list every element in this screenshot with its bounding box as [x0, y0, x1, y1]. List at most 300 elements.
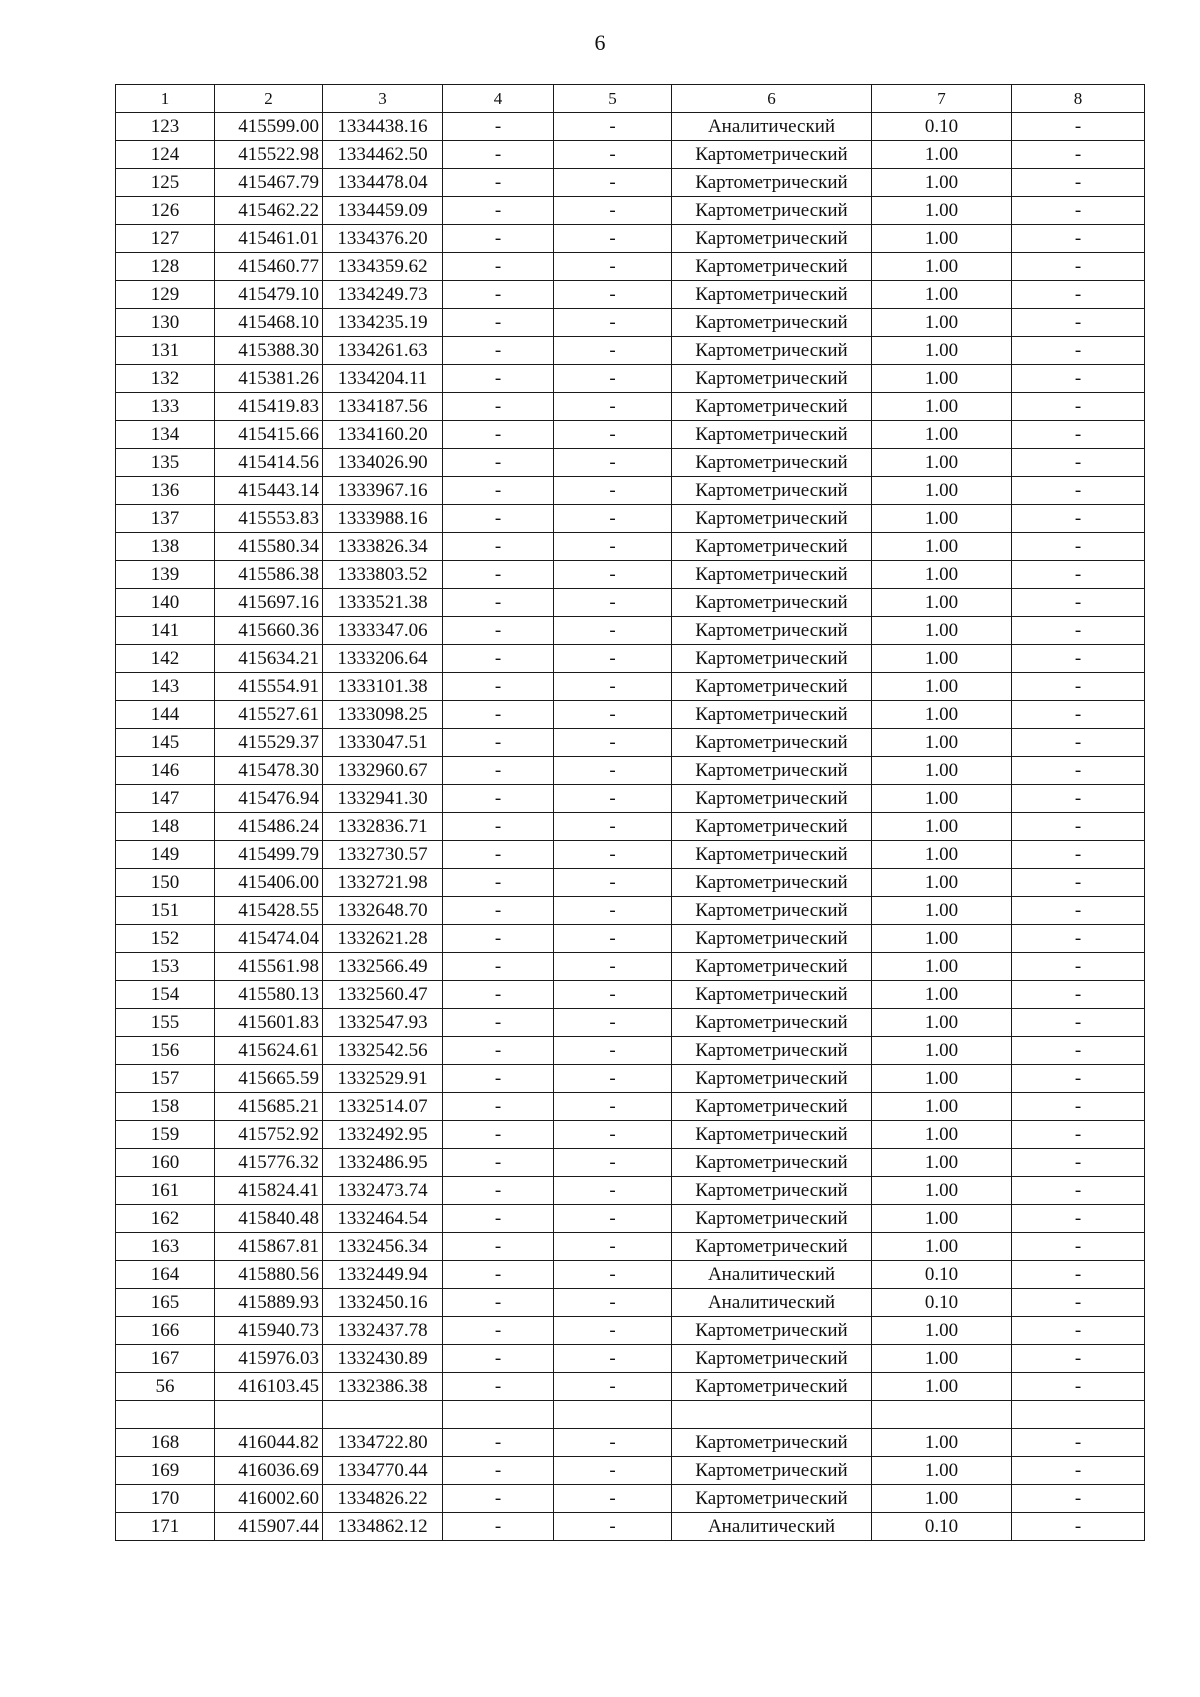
x-coordinate-cell: 415460.77	[215, 253, 323, 281]
method-cell: Картометрический	[672, 393, 872, 421]
table-row	[116, 309, 1145, 337]
table-row	[116, 1261, 1145, 1289]
col8-cell: -	[1012, 561, 1145, 589]
col5-cell: -	[554, 1093, 672, 1121]
accuracy-cell: 1.00	[872, 869, 1012, 897]
col5-cell: -	[554, 1177, 672, 1205]
x-coordinate-cell	[215, 1401, 323, 1429]
point-number-cell: 132	[116, 365, 215, 393]
col4-cell: -	[443, 841, 554, 869]
col5-cell: -	[554, 701, 672, 729]
table-row	[116, 253, 1145, 281]
col4-cell: -	[443, 1121, 554, 1149]
table-row	[116, 645, 1145, 673]
x-coordinate-cell: 415867.81	[215, 1233, 323, 1261]
y-coordinate-cell: 1334770.44	[323, 1457, 443, 1485]
x-coordinate-cell: 415599.00	[215, 113, 323, 141]
table-row	[116, 617, 1145, 645]
x-coordinate-cell: 415685.21	[215, 1093, 323, 1121]
point-number-cell: 136	[116, 477, 215, 505]
accuracy-cell: 1.00	[872, 449, 1012, 477]
col5-cell: -	[554, 1261, 672, 1289]
col5-cell: -	[554, 1317, 672, 1345]
col8-cell: -	[1012, 925, 1145, 953]
table-row	[116, 1037, 1145, 1065]
y-coordinate-cell: 1333988.16	[323, 505, 443, 533]
col8-cell: -	[1012, 1037, 1145, 1065]
col5-cell: -	[554, 141, 672, 169]
accuracy-cell	[872, 1401, 1012, 1429]
x-coordinate-cell: 415880.56	[215, 1261, 323, 1289]
y-coordinate-cell: 1332464.54	[323, 1205, 443, 1233]
col4-cell: -	[443, 337, 554, 365]
y-coordinate-cell: 1333826.34	[323, 533, 443, 561]
point-number-cell: 129	[116, 281, 215, 309]
method-cell: Картометрический	[672, 785, 872, 813]
x-coordinate-cell: 415665.59	[215, 1065, 323, 1093]
x-coordinate-cell: 415580.34	[215, 533, 323, 561]
col4-cell	[443, 1401, 554, 1429]
col5-cell: -	[554, 841, 672, 869]
col5-cell: -	[554, 197, 672, 225]
x-coordinate-cell: 415478.30	[215, 757, 323, 785]
col4-cell: -	[443, 309, 554, 337]
col5-cell: -	[554, 729, 672, 757]
col5-cell: -	[554, 1289, 672, 1317]
col8-cell: -	[1012, 533, 1145, 561]
col4-cell: -	[443, 561, 554, 589]
y-coordinate-cell: 1334722.80	[323, 1429, 443, 1457]
table-row	[116, 1485, 1145, 1513]
col4-cell: -	[443, 1149, 554, 1177]
method-cell: Картометрический	[672, 281, 872, 309]
table-row	[116, 757, 1145, 785]
y-coordinate-cell: 1332941.30	[323, 785, 443, 813]
col4-cell: -	[443, 421, 554, 449]
point-number-cell: 56	[116, 1373, 215, 1401]
method-cell: Картометрический	[672, 1485, 872, 1513]
point-number-cell: 135	[116, 449, 215, 477]
col5-cell: -	[554, 617, 672, 645]
col8-cell: -	[1012, 701, 1145, 729]
accuracy-cell: 1.00	[872, 253, 1012, 281]
y-coordinate-cell: 1334459.09	[323, 197, 443, 225]
point-number-cell: 153	[116, 953, 215, 981]
col4-cell: -	[443, 981, 554, 1009]
accuracy-cell: 1.00	[872, 1373, 1012, 1401]
accuracy-cell: 1.00	[872, 757, 1012, 785]
table-row	[116, 561, 1145, 589]
point-number-cell: 165	[116, 1289, 215, 1317]
method-cell: Картометрический	[672, 1373, 872, 1401]
method-cell: Картометрический	[672, 981, 872, 1009]
header-cell: 2	[215, 85, 323, 113]
accuracy-cell: 1.00	[872, 141, 1012, 169]
point-number-cell: 127	[116, 225, 215, 253]
col8-cell: -	[1012, 1429, 1145, 1457]
col5-cell: -	[554, 1205, 672, 1233]
y-coordinate-cell: 1333347.06	[323, 617, 443, 645]
x-coordinate-cell: 415697.16	[215, 589, 323, 617]
method-cell: Картометрический	[672, 617, 872, 645]
accuracy-cell: 1.00	[872, 225, 1012, 253]
col8-cell: -	[1012, 897, 1145, 925]
method-cell: Картометрический	[672, 225, 872, 253]
col8-cell: -	[1012, 1065, 1145, 1093]
x-coordinate-cell: 415476.94	[215, 785, 323, 813]
col4-cell: -	[443, 505, 554, 533]
col8-cell: -	[1012, 421, 1145, 449]
col8-cell: -	[1012, 673, 1145, 701]
col8-cell: -	[1012, 869, 1145, 897]
x-coordinate-cell: 415499.79	[215, 841, 323, 869]
col5-cell: -	[554, 925, 672, 953]
x-coordinate-cell: 415889.93	[215, 1289, 323, 1317]
col4-cell: -	[443, 113, 554, 141]
table-row	[116, 393, 1145, 421]
point-number-cell: 154	[116, 981, 215, 1009]
method-cell: Картометрический	[672, 1345, 872, 1373]
point-number-cell: 151	[116, 897, 215, 925]
table-row	[116, 1345, 1145, 1373]
y-coordinate-cell: 1332492.95	[323, 1121, 443, 1149]
table-row	[116, 225, 1145, 253]
col4-cell: -	[443, 1345, 554, 1373]
point-number-cell: 155	[116, 1009, 215, 1037]
y-coordinate-cell: 1334376.20	[323, 225, 443, 253]
point-number-cell: 139	[116, 561, 215, 589]
col4-cell: -	[443, 897, 554, 925]
method-cell: Картометрический	[672, 197, 872, 225]
col5-cell: -	[554, 561, 672, 589]
x-coordinate-cell: 415388.30	[215, 337, 323, 365]
page-number: 6	[594, 30, 606, 55]
y-coordinate-cell: 1332386.38	[323, 1373, 443, 1401]
col5-cell: -	[554, 1373, 672, 1401]
y-coordinate-cell: 1333521.38	[323, 589, 443, 617]
x-coordinate-cell: 415940.73	[215, 1317, 323, 1345]
col5-cell: -	[554, 225, 672, 253]
col4-cell: -	[443, 1065, 554, 1093]
y-coordinate-cell: 1334160.20	[323, 421, 443, 449]
point-number-cell: 146	[116, 757, 215, 785]
table-row	[116, 841, 1145, 869]
col4-cell: -	[443, 225, 554, 253]
table-row	[116, 981, 1145, 1009]
point-number-cell: 142	[116, 645, 215, 673]
method-cell: Картометрический	[672, 925, 872, 953]
method-cell: Картометрический	[672, 1429, 872, 1457]
table-row	[116, 953, 1145, 981]
x-coordinate-cell: 415414.56	[215, 449, 323, 477]
table-row	[116, 1289, 1145, 1317]
table-row	[116, 169, 1145, 197]
y-coordinate-cell: 1332621.28	[323, 925, 443, 953]
x-coordinate-cell: 415468.10	[215, 309, 323, 337]
col5-cell: -	[554, 393, 672, 421]
accuracy-cell: 1.00	[872, 1093, 1012, 1121]
x-coordinate-cell: 415660.36	[215, 617, 323, 645]
table-row	[116, 1317, 1145, 1345]
col5-cell: -	[554, 449, 672, 477]
col8-cell: -	[1012, 785, 1145, 813]
method-cell: Картометрический	[672, 421, 872, 449]
method-cell: Картометрический	[672, 953, 872, 981]
y-coordinate-cell: 1332730.57	[323, 841, 443, 869]
point-number-cell: 145	[116, 729, 215, 757]
col4-cell: -	[443, 645, 554, 673]
y-coordinate-cell: 1333047.51	[323, 729, 443, 757]
col4-cell: -	[443, 1485, 554, 1513]
col8-cell: -	[1012, 589, 1145, 617]
method-cell: Картометрический	[672, 253, 872, 281]
col4-cell: -	[443, 729, 554, 757]
col8-cell: -	[1012, 1009, 1145, 1037]
table-row	[116, 925, 1145, 953]
col5-cell: -	[554, 309, 672, 337]
col8-cell: -	[1012, 757, 1145, 785]
table-row	[116, 1205, 1145, 1233]
header-cell: 1	[116, 85, 215, 113]
point-number-cell: 149	[116, 841, 215, 869]
col8-cell: -	[1012, 1149, 1145, 1177]
point-number-cell: 137	[116, 505, 215, 533]
col8-cell: -	[1012, 813, 1145, 841]
col4-cell: -	[443, 1205, 554, 1233]
y-coordinate-cell: 1332529.91	[323, 1065, 443, 1093]
col8-cell: -	[1012, 953, 1145, 981]
method-cell: Картометрический	[672, 477, 872, 505]
method-cell: Картометрический	[672, 869, 872, 897]
col8-cell: -	[1012, 729, 1145, 757]
point-number-cell: 140	[116, 589, 215, 617]
x-coordinate-cell: 415415.66	[215, 421, 323, 449]
method-cell: Картометрический	[672, 589, 872, 617]
method-cell: Картометрический	[672, 841, 872, 869]
x-coordinate-cell: 415553.83	[215, 505, 323, 533]
table-row	[116, 1065, 1145, 1093]
accuracy-cell: 1.00	[872, 981, 1012, 1009]
method-cell: Картометрический	[672, 897, 872, 925]
table-row	[116, 141, 1145, 169]
header-cell: 6	[672, 85, 872, 113]
col8-cell: -	[1012, 1205, 1145, 1233]
point-number-cell: 169	[116, 1457, 215, 1485]
col4-cell: -	[443, 253, 554, 281]
col5-cell: -	[554, 365, 672, 393]
y-coordinate-cell: 1332450.16	[323, 1289, 443, 1317]
col8-cell: -	[1012, 1457, 1145, 1485]
accuracy-cell: 1.00	[872, 617, 1012, 645]
x-coordinate-cell: 415461.01	[215, 225, 323, 253]
method-cell: Аналитический	[672, 1261, 872, 1289]
accuracy-cell: 1.00	[872, 841, 1012, 869]
table-row	[116, 281, 1145, 309]
col4-cell: -	[443, 365, 554, 393]
col4-cell: -	[443, 617, 554, 645]
y-coordinate-cell: 1334204.11	[323, 365, 443, 393]
y-coordinate-cell: 1332430.89	[323, 1345, 443, 1373]
x-coordinate-cell: 415522.98	[215, 141, 323, 169]
col8-cell: -	[1012, 337, 1145, 365]
y-coordinate-cell: 1334359.62	[323, 253, 443, 281]
col8-cell: -	[1012, 1289, 1145, 1317]
col8-cell: -	[1012, 1261, 1145, 1289]
table-body	[116, 85, 1145, 1541]
method-cell: Картометрический	[672, 449, 872, 477]
col5-cell: -	[554, 813, 672, 841]
col5-cell: -	[554, 981, 672, 1009]
y-coordinate-cell: 1333803.52	[323, 561, 443, 589]
accuracy-cell: 1.00	[872, 729, 1012, 757]
method-cell: Картометрический	[672, 729, 872, 757]
col8-cell: -	[1012, 1093, 1145, 1121]
x-coordinate-cell: 415586.38	[215, 561, 323, 589]
point-number-cell: 125	[116, 169, 215, 197]
col8-cell: -	[1012, 113, 1145, 141]
y-coordinate-cell: 1332456.34	[323, 1233, 443, 1261]
col5-cell: -	[554, 533, 672, 561]
y-coordinate-cell: 1332449.94	[323, 1261, 443, 1289]
table-row	[116, 869, 1145, 897]
point-number-cell: 147	[116, 785, 215, 813]
point-number-cell: 138	[116, 533, 215, 561]
accuracy-cell: 1.00	[872, 785, 1012, 813]
col8-cell: -	[1012, 141, 1145, 169]
accuracy-cell: 1.00	[872, 925, 1012, 953]
accuracy-cell: 1.00	[872, 1177, 1012, 1205]
accuracy-cell: 1.00	[872, 1037, 1012, 1065]
method-cell	[672, 1401, 872, 1429]
accuracy-cell: 1.00	[872, 1233, 1012, 1261]
col4-cell: -	[443, 1233, 554, 1261]
col4-cell: -	[443, 1261, 554, 1289]
accuracy-cell: 1.00	[872, 1065, 1012, 1093]
point-number-cell: 158	[116, 1093, 215, 1121]
x-coordinate-cell: 416036.69	[215, 1457, 323, 1485]
col8-cell: -	[1012, 281, 1145, 309]
col4-cell: -	[443, 757, 554, 785]
accuracy-cell: 1.00	[872, 953, 1012, 981]
col5-cell: -	[554, 505, 672, 533]
accuracy-cell: 1.00	[872, 673, 1012, 701]
x-coordinate-cell: 415776.32	[215, 1149, 323, 1177]
method-cell: Картометрический	[672, 1121, 872, 1149]
table-row	[116, 1093, 1145, 1121]
method-cell: Картометрический	[672, 1177, 872, 1205]
x-coordinate-cell: 415907.44	[215, 1513, 323, 1541]
y-coordinate-cell: 1333098.25	[323, 701, 443, 729]
x-coordinate-cell: 415752.92	[215, 1121, 323, 1149]
col5-cell: -	[554, 169, 672, 197]
col4-cell: -	[443, 701, 554, 729]
table-row	[116, 897, 1145, 925]
point-number-cell	[116, 1401, 215, 1429]
accuracy-cell: 1.00	[872, 1317, 1012, 1345]
col5-cell: -	[554, 421, 672, 449]
y-coordinate-cell: 1333101.38	[323, 673, 443, 701]
col5-cell	[554, 1401, 672, 1429]
col4-cell: -	[443, 1429, 554, 1457]
col4-cell: -	[443, 589, 554, 617]
accuracy-cell: 1.00	[872, 169, 1012, 197]
y-coordinate-cell: 1334249.73	[323, 281, 443, 309]
y-coordinate-cell: 1332960.67	[323, 757, 443, 785]
col5-cell: -	[554, 1009, 672, 1037]
point-number-cell: 164	[116, 1261, 215, 1289]
table-row	[116, 1401, 1145, 1429]
table-row	[116, 1009, 1145, 1037]
table-row	[116, 505, 1145, 533]
y-coordinate-cell: 1334462.50	[323, 141, 443, 169]
accuracy-cell: 1.00	[872, 477, 1012, 505]
col8-cell: -	[1012, 617, 1145, 645]
y-coordinate-cell: 1332437.78	[323, 1317, 443, 1345]
table-row	[116, 1373, 1145, 1401]
table-header-row	[116, 85, 1145, 113]
table-row	[116, 1149, 1145, 1177]
method-cell: Картометрический	[672, 337, 872, 365]
method-cell: Картометрический	[672, 505, 872, 533]
method-cell: Картометрический	[672, 309, 872, 337]
col4-cell: -	[443, 1037, 554, 1065]
col4-cell: -	[443, 869, 554, 897]
accuracy-cell: 1.00	[872, 1457, 1012, 1485]
x-coordinate-cell: 415580.13	[215, 981, 323, 1009]
accuracy-cell: 1.00	[872, 533, 1012, 561]
col5-cell: -	[554, 1233, 672, 1261]
accuracy-cell: 1.00	[872, 1485, 1012, 1513]
col5-cell: -	[554, 953, 672, 981]
col4-cell: -	[443, 141, 554, 169]
accuracy-cell: 1.00	[872, 701, 1012, 729]
table-row	[116, 729, 1145, 757]
header-cell: 8	[1012, 85, 1145, 113]
col4-cell: -	[443, 281, 554, 309]
accuracy-cell: 1.00	[872, 813, 1012, 841]
accuracy-cell: 1.00	[872, 561, 1012, 589]
x-coordinate-cell: 415406.00	[215, 869, 323, 897]
method-cell: Картометрический	[672, 701, 872, 729]
col4-cell: -	[443, 953, 554, 981]
x-coordinate-cell: 416002.60	[215, 1485, 323, 1513]
col5-cell: -	[554, 1485, 672, 1513]
accuracy-cell: 0.10	[872, 1289, 1012, 1317]
method-cell: Картометрический	[672, 141, 872, 169]
y-coordinate-cell: 1332542.56	[323, 1037, 443, 1065]
col8-cell: -	[1012, 1513, 1145, 1541]
x-coordinate-cell: 415554.91	[215, 673, 323, 701]
x-coordinate-cell: 415529.37	[215, 729, 323, 757]
col5-cell: -	[554, 785, 672, 813]
table-row	[116, 673, 1145, 701]
col4-cell: -	[443, 1373, 554, 1401]
point-number-cell: 156	[116, 1037, 215, 1065]
table-row	[116, 1429, 1145, 1457]
col5-cell: -	[554, 1457, 672, 1485]
x-coordinate-cell: 415381.26	[215, 365, 323, 393]
accuracy-cell: 1.00	[872, 645, 1012, 673]
col4-cell: -	[443, 1177, 554, 1205]
table-row	[116, 701, 1145, 729]
accuracy-cell: 1.00	[872, 1429, 1012, 1457]
col4-cell: -	[443, 169, 554, 197]
x-coordinate-cell: 415443.14	[215, 477, 323, 505]
header-cell: 4	[443, 85, 554, 113]
y-coordinate-cell: 1334235.19	[323, 309, 443, 337]
accuracy-cell: 1.00	[872, 1121, 1012, 1149]
method-cell: Картометрический	[672, 561, 872, 589]
